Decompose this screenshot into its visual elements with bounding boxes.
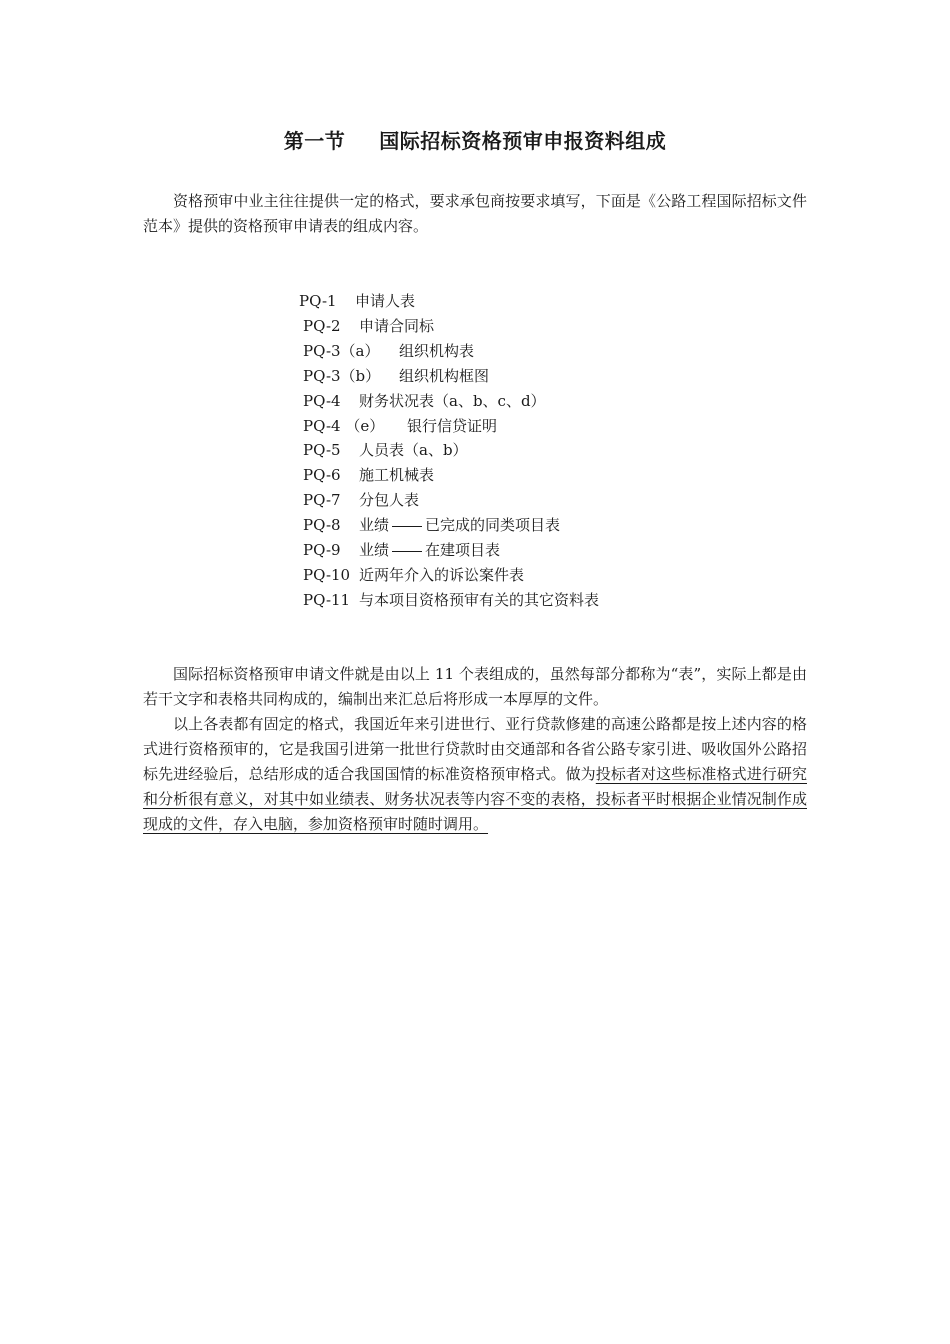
section-number: 第一节 xyxy=(283,129,346,153)
form-name: 施工机械表 xyxy=(359,466,435,485)
form-name: 人员表（a、b） xyxy=(359,441,468,460)
form-code: PQ-3（b） xyxy=(303,366,381,385)
section-heading: 国际招标资格预审申报资料组成 xyxy=(379,129,667,153)
form-name: 财务状况表（a、b、c、d） xyxy=(359,391,546,410)
list-item xyxy=(303,414,599,439)
intro-paragraph: 资格预审中业主往往提供一定的格式，要求承包商按要求填写，下面是《公路工程国际招标文件范本》提供的资格预审申请表的组成内容。 xyxy=(143,192,807,235)
form-name-suffix: 在建项目表 xyxy=(425,541,501,560)
list-item xyxy=(303,463,599,488)
list-item xyxy=(303,339,599,364)
form-name: 与本项目资格预审有关的其它资料表 xyxy=(359,590,600,609)
form-code: PQ-4 xyxy=(303,391,341,410)
list-item xyxy=(303,513,599,538)
list-item xyxy=(303,538,599,563)
format-paragraph-text: 以上各表都有固定的格式，我国近年来引进世行、亚行贷款修建的高速公路都是按上述内容的格式进行资格预审的，它是我国引进第一批世行贷款时由交通部和各省公路专家引进、吸收国外公路招标先进经验后，总结形成的适合我国国情的标准资格预审格式。做为 xyxy=(143,715,807,783)
section-title xyxy=(0,125,950,154)
format-paragraph xyxy=(143,712,807,837)
form-code: PQ-3（a） xyxy=(303,341,380,360)
form-name-prefix: 业绩 xyxy=(359,541,390,560)
list-item xyxy=(303,588,599,613)
form-code: PQ-6 xyxy=(303,466,341,485)
form-name-suffix: 已完成的同类项目表 xyxy=(425,516,561,535)
form-list xyxy=(299,289,600,613)
list-item xyxy=(303,314,599,339)
form-code: PQ-11 xyxy=(303,590,351,609)
summary-paragraph: 国际招标资格预审申请文件就是由以上 11 个表组成的，虽然每部分都称为“表”，实际上都是由若干文字和表格共同构成的，编制出来汇总后将形成一本厚厚的文件。 xyxy=(143,665,807,708)
list-item xyxy=(299,289,599,314)
form-code: PQ-10 xyxy=(303,565,351,584)
form-name: 分包人表 xyxy=(359,491,420,510)
underlined-text: 投标者对这些标准格式进行研究和分析很有意义，对其中如业绩表、财务状况表等内容不变的表格，投标者平时根据企业情况制作成现成的文件，存入电脑，参加资格预审时随时调用。 xyxy=(143,765,807,833)
form-code: PQ-8 xyxy=(303,516,341,535)
form-code: PQ-1 xyxy=(299,292,337,310)
form-code: PQ-4 （e） xyxy=(303,416,385,435)
form-code: PQ-2 xyxy=(303,316,341,335)
dash-line xyxy=(392,526,422,527)
list-item xyxy=(303,563,599,588)
form-name: 近两年介入的诉讼案件表 xyxy=(359,565,525,584)
list-item xyxy=(303,389,599,414)
form-name: 银行信贷证明 xyxy=(407,416,498,435)
list-item xyxy=(303,438,599,463)
form-code: PQ-5 xyxy=(303,441,341,460)
form-name: 申请人表 xyxy=(355,292,416,310)
form-name: 组织机构框图 xyxy=(399,366,490,385)
dash-line xyxy=(392,551,422,552)
form-code: PQ-9 xyxy=(303,541,341,560)
list-item xyxy=(303,488,599,513)
form-code: PQ-7 xyxy=(303,491,341,510)
list-item xyxy=(303,364,599,389)
form-name: 组织机构表 xyxy=(399,341,475,360)
form-name: 申请合同标 xyxy=(359,316,435,335)
form-name-prefix: 业绩 xyxy=(359,516,390,535)
